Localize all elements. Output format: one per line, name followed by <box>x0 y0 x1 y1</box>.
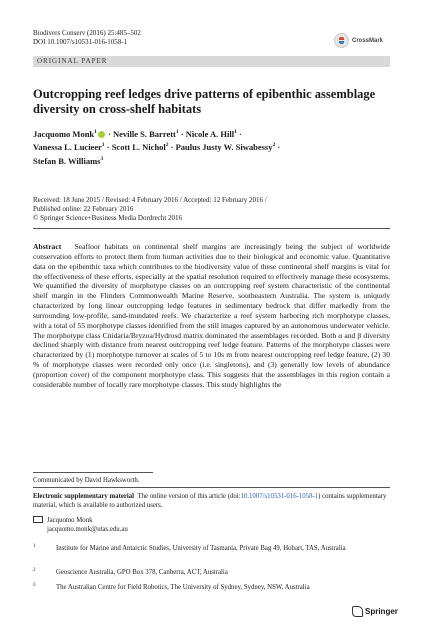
envelope-icon <box>33 516 43 523</box>
affiliation-marker: 1 <box>234 129 237 135</box>
author-line-1 <box>33 127 393 140</box>
author-name[interactable]: · Nicole A. Hill <box>178 128 235 139</box>
journal-citation <box>33 29 141 47</box>
journal-doi-line: DOI 10.1007/s10531-016-1058-1 <box>33 38 128 46</box>
author-name[interactable]: Jacquomo Monk <box>33 128 95 139</box>
affiliation-number: 2 <box>33 568 36 573</box>
communicated-by: Communicated by David Hawksworth. <box>33 477 140 484</box>
contact-name: Jacquomo Monk <box>47 517 93 524</box>
dates-line-1: Received: 18 June 2015 / Revised: 4 February 2016 / Accepted: 12 February 2016 / <box>33 196 267 204</box>
affiliation-marker: 1 <box>101 142 105 149</box>
affiliation-marker: 2 <box>165 142 169 149</box>
author-name[interactable]: · Neville S. Barrett <box>105 128 176 139</box>
author-list <box>33 127 393 167</box>
esm-label: Electronic supplementary material <box>33 493 135 500</box>
author-name[interactable]: · Scott L. Nichol <box>104 142 166 153</box>
esm-text-end: ) contains supplementary material, which is available to authorized users. <box>33 493 387 509</box>
publisher-name: Springer <box>365 607 398 616</box>
journal-volume-line: Biodivers Conserv (2016) 25:485–502 <box>33 29 141 37</box>
author-name[interactable]: · Paulus Justy W. Siwabessy <box>168 142 273 153</box>
affiliation-marker: 1 <box>94 129 97 135</box>
abstract <box>33 242 390 390</box>
esm-text: The online version of this article (doi: <box>137 493 241 500</box>
corresponding-author <box>33 516 128 534</box>
dates-line-2: Published online: 22 February 2016 <box>33 205 134 213</box>
affiliation-3 <box>33 584 383 593</box>
springer-horse-icon <box>352 606 363 617</box>
section-banner-label: ORIGINAL PAPER <box>37 57 108 65</box>
affiliation-2 <box>33 569 383 578</box>
publication-dates <box>33 196 393 223</box>
affiliation-number: 1 <box>33 544 36 549</box>
affiliation-number: 3 <box>33 583 36 588</box>
affiliation-marker: 1 <box>175 129 179 135</box>
affiliation-marker: 2 <box>272 142 276 149</box>
crossmark-badge[interactable] <box>334 33 383 48</box>
doi-link[interactable]: 10.1007/s10531-016-1058-1 <box>240 493 319 500</box>
footnote-divider <box>33 472 153 473</box>
contact-email[interactable]: jacquomo.monk@utas.edu.au <box>47 526 128 533</box>
abstract-text: Seafloor habitats on continental shelf margins are increasingly being the subject of worldwide conservation efforts to protect them from human activities due to their biological and economic value. Quantitative data on the epibenthic taxa which contributes to the biodiversity value of these continental shelf margins is vital for the effectiveness of these efforts, especially at the spatial resolution required to effectively manage these ecosystems. We quantified the diversity of morphotype classes on an outcropping reef system characteristic of the continental shelf margin in the Flinders Commonwealth Marine Reserve, southeastern Australia. The system is uniquely characterized by long linear outcropping ledge features in sedimentary bedrock that differ markedly from the surrounding low-profile, sand-inundated reefs. We characterize a reef system harboring rich morphotype classes, with a total of 55 morphotype classes identified from the still images captured by an autonomous underwater vehicle. The morphotype class Cnidaria/Bryzoa/Hydrosd matrix dominated the assemblages recorded. Both α and β diversity declined sharply with distance from nearest outcropping reef ledge feature. Patterns of the morphotype classes were characterized by (1) morphotype turnover at scales of 5 to 10s m from nearest outcropping reef ledge feature, (2) 30 % of morphotype classes were recorded only once (i.e. singletons), and (3) generally low levels of abundance (proportion cover) of the component morphotype class. This suggests that the assemblages in this region contain a considerable number of locally rare morphotype classes. This study highlights the <box>33 242 391 389</box>
crossmark-icon <box>334 33 349 48</box>
author-name[interactable]: Stefan B. Williams <box>33 155 101 166</box>
springer-logo <box>352 606 398 617</box>
crossmark-label: CrossMark <box>352 37 384 44</box>
abstract-heading: Abstract <box>33 242 62 251</box>
divider <box>33 228 390 229</box>
orcid-icon[interactable] <box>98 131 105 138</box>
article-title: Outcropping reef ledges drive patterns of epibenthic assemblage diversity on cross-shelf habitats <box>33 87 376 116</box>
author-separator: · <box>275 142 281 153</box>
author-line-2 <box>33 140 393 153</box>
affiliation-marker: 3 <box>100 155 104 162</box>
affiliation-text: Institute for Marine and Antarctic Studies, University of Tasmania, Private Bag 49, Hobart, TAS, Australia <box>56 545 346 552</box>
affiliation-1 <box>33 545 383 554</box>
affiliation-text: Geoscience Australia, GPO Box 378, Canberra, ACT, Australia <box>56 569 228 576</box>
copyright-line: © Springer Science+Business Media Dordrecht 2016 <box>33 214 183 222</box>
author-name[interactable]: Vanessa L. Lucieer <box>33 142 102 153</box>
section-banner <box>33 56 390 67</box>
author-separator: · <box>236 128 242 139</box>
author-line-3 <box>33 154 393 167</box>
divider <box>33 487 390 488</box>
supplementary-material-note <box>33 492 390 510</box>
affiliation-text: The Australian Centre for Field Robotics, The University of Sydney, Sydney, NSW, Australia <box>56 584 310 591</box>
